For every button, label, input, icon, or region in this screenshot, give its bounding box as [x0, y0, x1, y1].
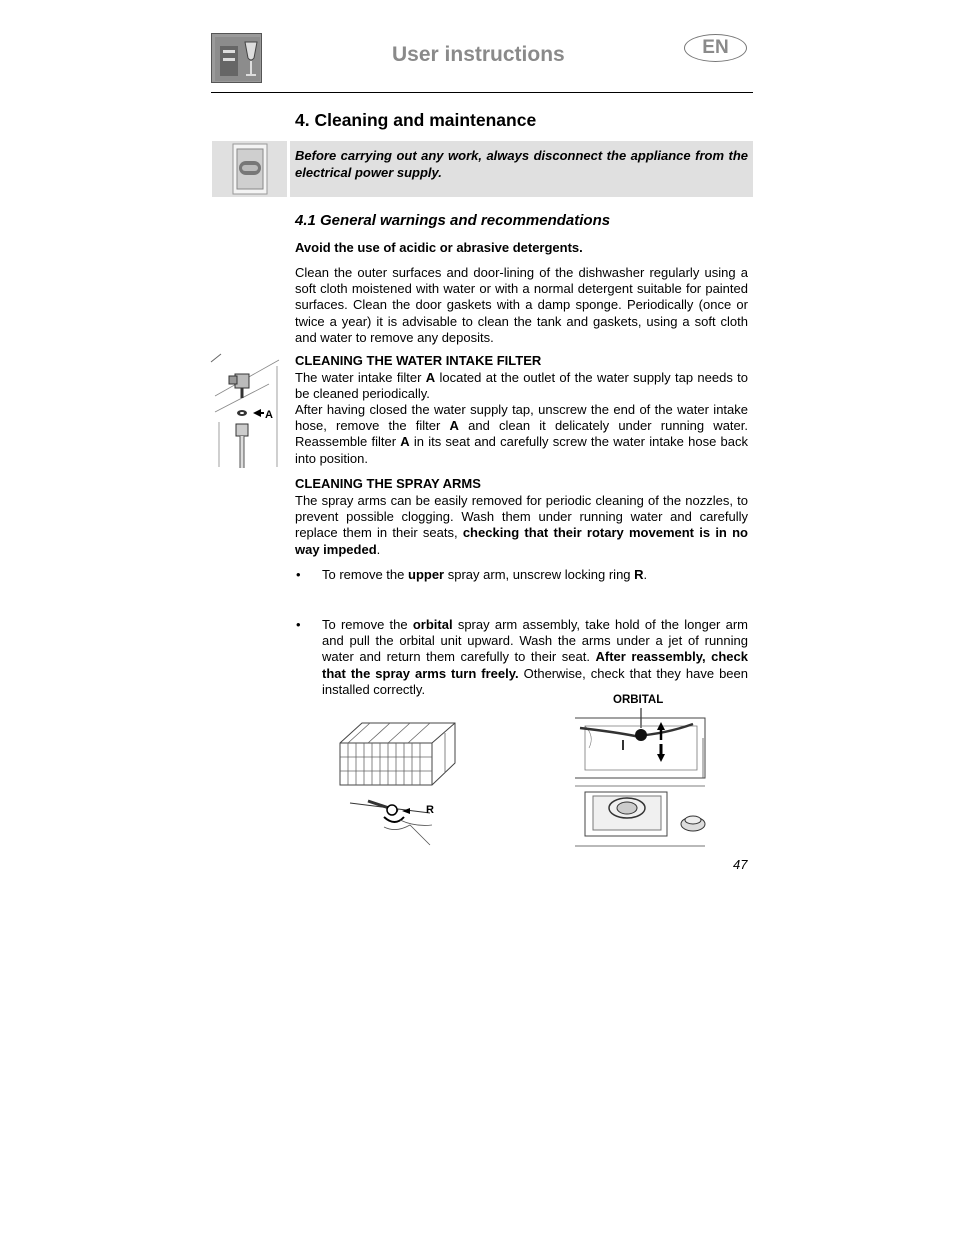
orbital-hub-icon — [635, 729, 647, 741]
section-title: 4. Cleaning and maintenance — [295, 110, 537, 130]
warning-text: Before carrying out any work, always disconnect the appliance from the electrical power supply. — [295, 148, 748, 180]
orbital-spray-arm-figure — [575, 708, 710, 848]
warning-icon-panel — [212, 141, 287, 197]
spray-heading: CLEANING THE SPRAY ARMS — [295, 476, 481, 491]
language-badge: EN — [684, 34, 747, 62]
general-lead: Avoid the use of acidic or abrasive detergents. — [295, 240, 583, 255]
header-divider — [211, 92, 753, 93]
bullet-orbital-arm: To remove the orbital spray arm assembly, take hold of the longer arm and pull the orbital unit upward. Wash the arms under a jet of running water and return them carefully to their seat. After reassembly, check that the spray arms turn freely. Otherwise, check that they have been installed correctly. — [322, 617, 748, 697]
filter-figure-label: A — [265, 409, 273, 421]
spray-paragraph: The spray arms can be easily removed for periodic cleaning of the nozzles, to prevent possible clogging. Wash them under running water and carefully replace them in their seats, checking that their rotary movement is in no way impeded. — [295, 493, 748, 557]
dishwasher-logo-icon — [211, 33, 262, 83]
upper-basket-figure — [340, 715, 460, 850]
page-header-title: User instructions — [392, 43, 565, 66]
filter-heading: CLEANING THE WATER INTAKE FILTER — [295, 353, 542, 368]
bullet-upper-arm: To remove the upper spray arm, unscrew locking ring R. — [322, 567, 648, 582]
filter-paragraph-1: The water intake filter A located at the outlet of the water supply tap needs to be cleaned periodically. — [295, 370, 748, 402]
general-paragraph: Clean the outer surfaces and door-lining of the dishwasher regularly using a soft cloth moistened with water or with a normal detergent suitable for painted surfaces. Clean the door gaskets with a damp sponge. Periodically (once or twice a year) it is advisable to clean the tank and gaskets, using a soft cloth and water to remove any deposits. — [295, 265, 748, 345]
locking-ring-r-icon — [387, 805, 397, 815]
page-number: 47 — [733, 857, 748, 872]
label-r: R — [426, 804, 434, 816]
label-orbital: ORBITAL — [613, 694, 664, 706]
subsection-title: 4.1 General warnings and recommendations — [295, 212, 611, 229]
filter-paragraph-2: After having closed the water supply tap, unscrew the end of the water intake hose, remove the filter A and clean it delicately under running water. Reassemble filter A in its seat and carefully screw the water intake hose back into position. — [295, 402, 748, 466]
water-intake-filter-figure — [209, 352, 284, 470]
bullet-mark: • — [296, 567, 301, 582]
bullet-mark: • — [296, 617, 301, 632]
